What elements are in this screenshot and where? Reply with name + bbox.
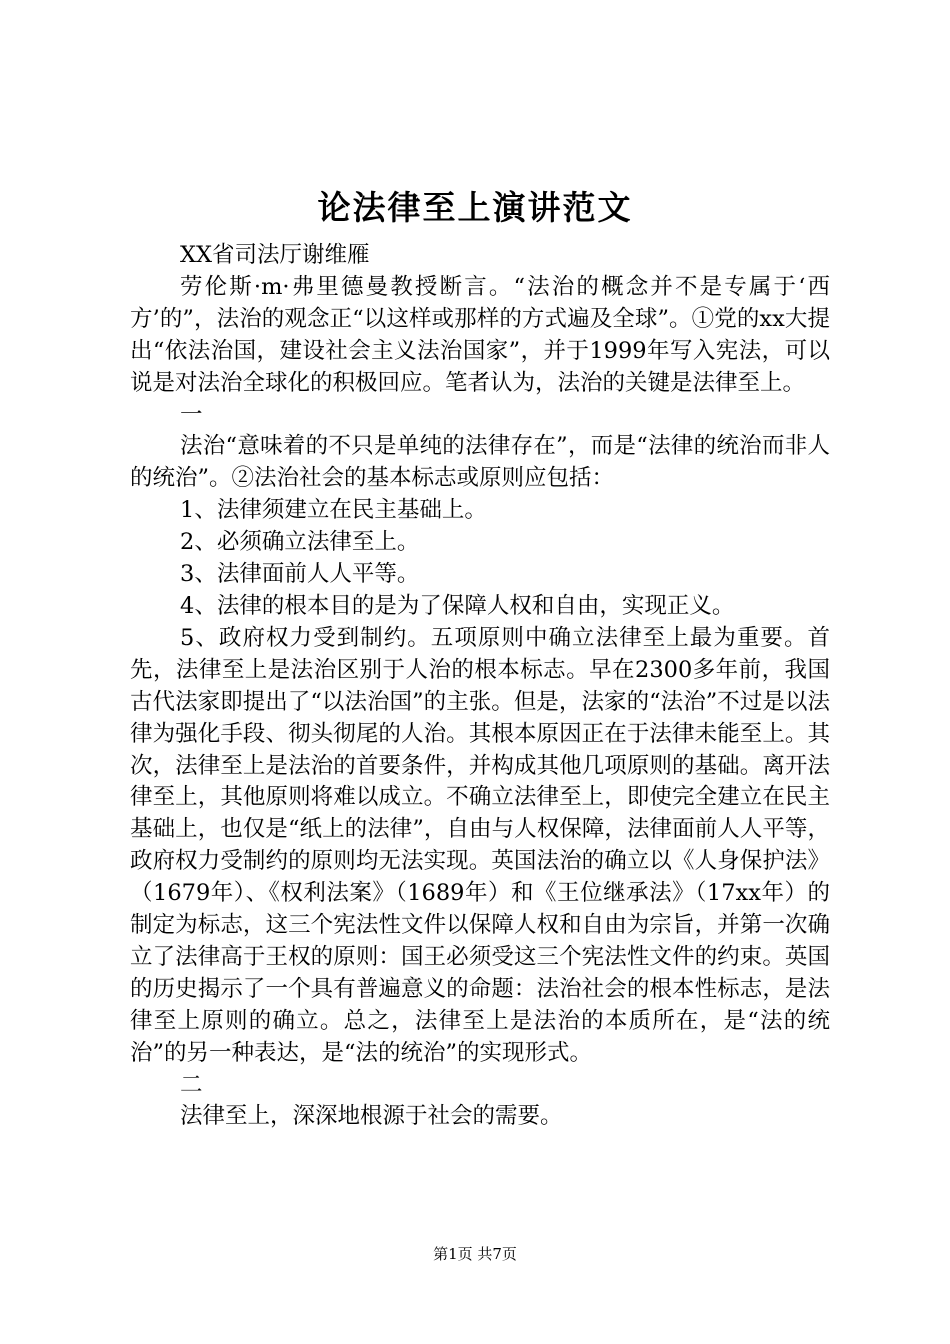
document-body: [130, 240, 830, 1133]
author-line: XX省司法厅谢维雁: [180, 242, 370, 268]
list-item: 1、法律须建立在民主基础上。: [180, 497, 487, 524]
paragraph: 劳伦斯·m·弗里德曼教授断言。“法治的概念并不是专属于‘西方’的”，法治的观念正“以这样或那样的方式遍及全球”。①党的xx大提出“依法治国，建设社会主义法治国家”，并于1999年写入宪法，可以说是对法治全球化的积极回应。笔者认为，法治的关键是法律至上。: [130, 273, 830, 396]
section-heading: 一: [180, 401, 203, 428]
page-footer: 第1页 共7页: [433, 1245, 517, 1263]
list-item: 5、政府权力受到制约。五项原则中确立法律至上最为重要。首先，法律至上是法治区别于人治的根本标志。早在2300多年前，我国古代法家即提出了“以法治国”的主张。但是，法家的“法治”不过是以法律为强化手段、彻头彻尾的人治。其根本原因正在于法律未能至上。其次，法律至上是法治的首要条件，并构成其他几项原则的基础。离开法律至上，其他原则将难以成立。不确立法律至上，即使完全建立在民主基础上，也仅是“纸上的法律”，自由与人权保障，法律面前人人平等，政府权力受制约的原则均无法实现。英国法治的确立以《人身保护法》（1679年）、《权利法案》（1689年）和《王位继承法》（17xx年）的制定为标志，这三个宪法性文件以保障人权和自由为宗旨，并第一次确立了法律高于王权的原则：国王必须受这三个宪法性文件的约束。英国的历史揭示了一个具有普遍意义的命题：法治社会的根本性标志，是法律至上原则的确立。总之，法律至上是法治的本质所在，是“法的统治”的另一种表达，是“法的统治”的实现形式。: [130, 624, 830, 1066]
list-item: 4、法律的根本目的是为了保障人权和自由，实现正义。: [180, 592, 735, 619]
document-title: 论法律至上演讲范文: [317, 188, 633, 227]
section-heading: 二: [180, 1071, 203, 1098]
list-item: 2、必须确立法律至上。: [180, 529, 420, 556]
paragraph: 法治“意味着的不只是单纯的法律存在”，而是“法律的统治而非人的统治”。②法治社会的基本标志或原则应包括：: [130, 433, 830, 492]
paragraph: 法律至上，深深地根源于社会的需要。: [180, 1103, 563, 1130]
list-item: 3、法律面前人人平等。: [180, 561, 420, 588]
